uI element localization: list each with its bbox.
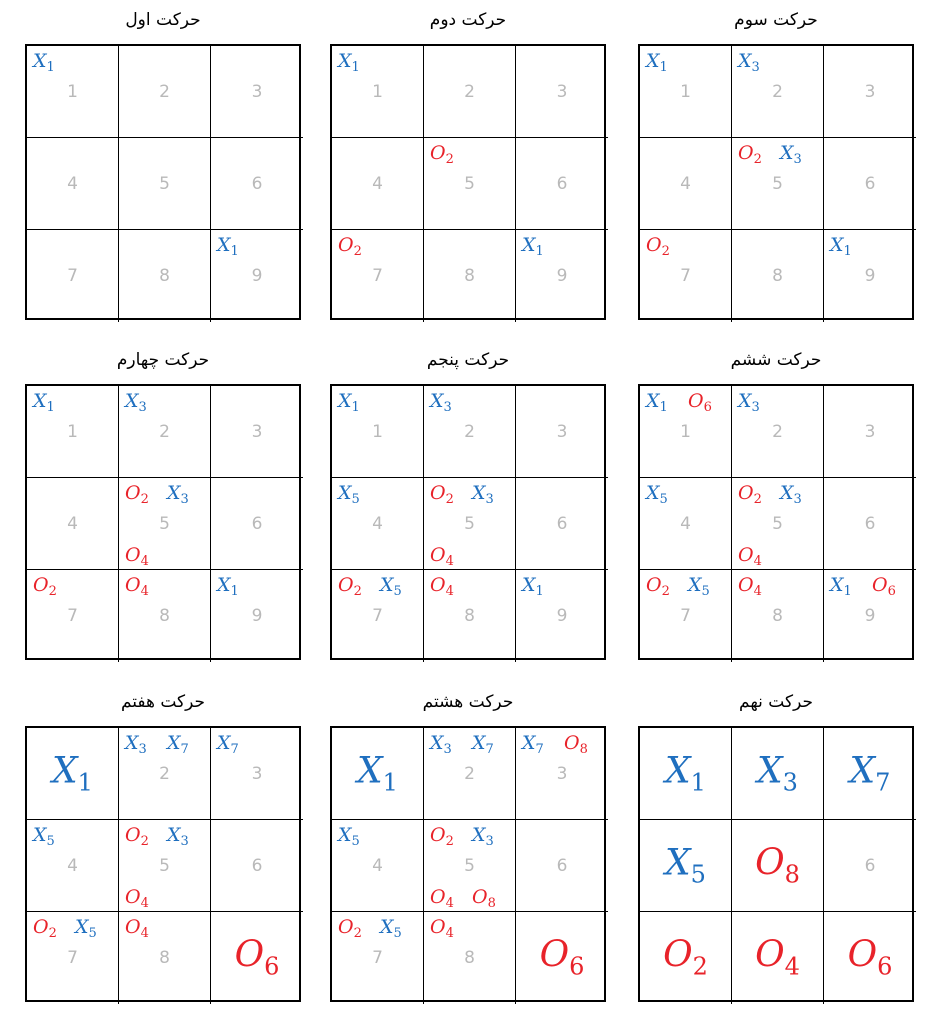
grid-cell-6 bbox=[211, 138, 303, 230]
cell-number: 7 bbox=[67, 948, 78, 968]
x-mark-1: $X_1$ bbox=[33, 50, 55, 75]
grid-cell-2 bbox=[424, 386, 516, 478]
cell-number: 3 bbox=[251, 421, 263, 442]
cell-number: 2 bbox=[772, 421, 783, 442]
o-mark-6: $O_6$ bbox=[872, 574, 896, 599]
x-mark-3: $X_3$ bbox=[780, 142, 802, 167]
o-mark-6: $O_6$ bbox=[539, 934, 585, 981]
grid-cell-7 bbox=[332, 570, 424, 662]
move-panel-6 bbox=[638, 350, 914, 654]
o-mark-2: $O_2$ bbox=[33, 916, 57, 941]
grid-cell-2 bbox=[732, 46, 824, 138]
panel-title: حرکت پنجم bbox=[426, 350, 510, 370]
grid-cell-3 bbox=[824, 46, 916, 138]
cell-number: 4 bbox=[67, 513, 78, 534]
grid-cell-7 bbox=[27, 912, 119, 1004]
o-mark-8: $O_8$ bbox=[564, 732, 588, 757]
grid-cell-1 bbox=[27, 46, 119, 138]
grid-cell-7 bbox=[332, 912, 424, 1004]
move-panel-9 bbox=[638, 692, 914, 996]
cell-number: 9 bbox=[864, 606, 876, 626]
grid-cell-3 bbox=[211, 386, 303, 478]
o-mark-2: $O_2$ bbox=[738, 482, 762, 507]
tic-tac-toe-grid bbox=[638, 726, 914, 1002]
grid-cell-8 bbox=[732, 912, 824, 1004]
tic-tac-toe-grid bbox=[25, 44, 301, 320]
o-mark-4: $O_4$ bbox=[125, 544, 149, 569]
grid-cell-5 bbox=[119, 478, 211, 570]
x-mark-3: $X_3$ bbox=[125, 390, 147, 415]
cell-number: 7 bbox=[680, 266, 691, 286]
tic-tac-toe-grid bbox=[330, 44, 606, 320]
cell-number: 1 bbox=[680, 81, 691, 102]
grid-cell-9 bbox=[824, 570, 916, 662]
grid-cell-8 bbox=[119, 570, 211, 662]
o-mark-6: $O_6$ bbox=[234, 934, 280, 981]
x-mark-1: $X_1$ bbox=[33, 390, 55, 415]
grid-cell-2 bbox=[732, 728, 824, 820]
cell-number: 8 bbox=[464, 266, 475, 286]
o-mark-4: $O_4$ bbox=[125, 886, 149, 911]
o-mark-4: $O_4$ bbox=[430, 916, 454, 941]
move-panel-4 bbox=[25, 350, 301, 654]
grid-cell-1 bbox=[640, 46, 732, 138]
x-mark-3: $X_3$ bbox=[738, 390, 760, 415]
cell-number: 3 bbox=[864, 421, 876, 442]
x-mark-1: $X_1$ bbox=[522, 234, 544, 259]
move-panel-7 bbox=[25, 692, 301, 996]
grid-cell-9 bbox=[516, 912, 608, 1004]
x-mark-7: $X_7$ bbox=[217, 732, 239, 757]
o-mark-2: $O_2$ bbox=[338, 574, 362, 599]
o-mark-2: $O_2$ bbox=[430, 482, 454, 507]
cell-number: 4 bbox=[372, 173, 383, 194]
o-mark-2: $O_2$ bbox=[646, 234, 670, 259]
grid-cell-3 bbox=[516, 46, 608, 138]
grid-cell-7 bbox=[332, 230, 424, 322]
grid-cell-5 bbox=[119, 138, 211, 230]
x-mark-1: $X_1$ bbox=[646, 50, 668, 75]
o-mark-8: $O_8$ bbox=[755, 842, 800, 888]
move-panel-2 bbox=[330, 10, 606, 314]
grid-cell-5 bbox=[732, 478, 824, 570]
cell-number: 5 bbox=[772, 513, 783, 534]
x-mark-1: $X_1$ bbox=[217, 574, 239, 599]
cell-number: 5 bbox=[159, 173, 170, 194]
grid-cell-9 bbox=[824, 230, 916, 322]
grid-cell-5 bbox=[732, 138, 824, 230]
cell-number: 4 bbox=[680, 513, 691, 534]
cell-number: 3 bbox=[251, 81, 263, 102]
grid-cell-1 bbox=[332, 728, 424, 820]
o-mark-2: $O_2$ bbox=[125, 482, 149, 507]
cell-number: 9 bbox=[556, 266, 568, 286]
x-mark-1: $X_1$ bbox=[338, 390, 360, 415]
o-mark-4: $O_4$ bbox=[738, 544, 762, 569]
grid-cell-4 bbox=[332, 478, 424, 570]
cell-number: 8 bbox=[159, 266, 170, 286]
x-mark-1: $X_1$ bbox=[357, 750, 398, 796]
cell-number: 3 bbox=[556, 81, 568, 102]
o-mark-8: $O_8$ bbox=[472, 886, 496, 911]
cell-number: 2 bbox=[464, 763, 475, 784]
grid-cell-8 bbox=[119, 912, 211, 1004]
grid-cell-4 bbox=[332, 138, 424, 230]
cell-number: 4 bbox=[372, 513, 383, 534]
grid-cell-6 bbox=[211, 820, 303, 912]
grid-cell-9 bbox=[211, 912, 303, 1004]
grid-cell-5 bbox=[119, 820, 211, 912]
x-mark-5: $X_5$ bbox=[665, 842, 706, 888]
panel-title: حرکت هفتم bbox=[120, 692, 206, 712]
o-mark-2: $O_2$ bbox=[338, 916, 362, 941]
o-mark-4: $O_4$ bbox=[430, 544, 454, 569]
cell-number: 5 bbox=[772, 173, 783, 194]
grid-cell-3 bbox=[824, 386, 916, 478]
cell-number: 3 bbox=[864, 81, 876, 102]
grid-cell-4 bbox=[640, 478, 732, 570]
cell-number: 1 bbox=[680, 421, 691, 442]
grid-cell-8 bbox=[732, 230, 824, 322]
o-mark-4: $O_4$ bbox=[738, 574, 762, 599]
cell-number: 2 bbox=[772, 81, 783, 102]
x-mark-5: $X_5$ bbox=[75, 916, 97, 941]
x-mark-5: $X_5$ bbox=[646, 482, 668, 507]
cell-number: 6 bbox=[864, 513, 876, 534]
move-panel-8 bbox=[330, 692, 606, 996]
grid-cell-1 bbox=[332, 46, 424, 138]
o-mark-4: $O_4$ bbox=[430, 574, 454, 599]
x-mark-7: $X_7$ bbox=[472, 732, 494, 757]
grid-cell-8 bbox=[732, 570, 824, 662]
grid-cell-4 bbox=[27, 138, 119, 230]
grid-cell-4 bbox=[640, 138, 732, 230]
grid-cell-9 bbox=[516, 570, 608, 662]
cell-number: 7 bbox=[372, 606, 383, 626]
cell-number: 7 bbox=[372, 266, 383, 286]
cell-number: 9 bbox=[864, 266, 876, 286]
cell-number: 8 bbox=[464, 948, 475, 968]
cell-number: 7 bbox=[372, 948, 383, 968]
o-mark-4: $O_4$ bbox=[430, 886, 454, 911]
cell-number: 5 bbox=[159, 855, 170, 876]
grid-cell-1 bbox=[640, 386, 732, 478]
o-mark-2: $O_2$ bbox=[33, 574, 57, 599]
move-panel-1 bbox=[25, 10, 301, 314]
grid-cell-8 bbox=[424, 230, 516, 322]
tic-tac-toe-grid bbox=[638, 384, 914, 660]
x-mark-5: $X_5$ bbox=[688, 574, 710, 599]
grid-cell-6 bbox=[824, 820, 916, 912]
o-mark-6: $O_6$ bbox=[688, 390, 712, 415]
o-mark-2: $O_2$ bbox=[430, 824, 454, 849]
grid-cell-4 bbox=[27, 820, 119, 912]
grid-cell-7 bbox=[640, 570, 732, 662]
x-mark-3: $X_3$ bbox=[738, 50, 760, 75]
x-mark-3: $X_3$ bbox=[472, 824, 494, 849]
o-mark-2: $O_2$ bbox=[125, 824, 149, 849]
x-mark-5: $X_5$ bbox=[338, 824, 360, 849]
cell-number: 8 bbox=[772, 266, 783, 286]
x-mark-1: $X_1$ bbox=[522, 574, 544, 599]
grid-cell-4 bbox=[640, 820, 732, 912]
cell-number: 1 bbox=[67, 421, 78, 442]
grid-cell-8 bbox=[119, 230, 211, 322]
grid-cell-1 bbox=[27, 386, 119, 478]
grid-cell-4 bbox=[332, 820, 424, 912]
x-mark-3: $X_3$ bbox=[472, 482, 494, 507]
x-mark-5: $X_5$ bbox=[380, 574, 402, 599]
cell-number: 7 bbox=[680, 606, 691, 626]
grid-cell-9 bbox=[824, 912, 916, 1004]
tic-tac-toe-grid bbox=[25, 726, 301, 1002]
cell-number: 2 bbox=[464, 421, 475, 442]
x-mark-7: $X_7$ bbox=[167, 732, 189, 757]
x-mark-3: $X_3$ bbox=[167, 824, 189, 849]
cell-number: 2 bbox=[464, 81, 475, 102]
cell-number: 7 bbox=[67, 606, 78, 626]
grid-cell-6 bbox=[516, 138, 608, 230]
x-mark-1: $X_1$ bbox=[646, 390, 668, 415]
grid-cell-7 bbox=[27, 230, 119, 322]
grid-cell-9 bbox=[211, 230, 303, 322]
cell-number: 5 bbox=[464, 513, 475, 534]
move-panel-3 bbox=[638, 10, 914, 314]
o-mark-2: $O_2$ bbox=[663, 934, 708, 981]
grid-cell-3 bbox=[824, 728, 916, 820]
o-mark-2: $O_2$ bbox=[738, 142, 762, 167]
panel-title: حرکت اول bbox=[125, 10, 201, 30]
x-mark-1: $X_1$ bbox=[52, 750, 93, 796]
cell-number: 4 bbox=[372, 855, 383, 876]
grid-cell-3 bbox=[211, 46, 303, 138]
cell-number: 8 bbox=[159, 606, 170, 626]
x-mark-5: $X_5$ bbox=[33, 824, 55, 849]
o-mark-4: $O_4$ bbox=[125, 916, 149, 941]
grid-cell-6 bbox=[211, 478, 303, 570]
tic-tac-toe-grid bbox=[25, 384, 301, 660]
cell-number: 3 bbox=[556, 421, 568, 442]
grid-cell-2 bbox=[119, 728, 211, 820]
cell-number: 4 bbox=[67, 173, 78, 194]
cell-number: 5 bbox=[159, 513, 170, 534]
panel-title: حرکت چهارم bbox=[116, 350, 210, 370]
grid-cell-8 bbox=[424, 570, 516, 662]
grid-cell-5 bbox=[424, 820, 516, 912]
move-panel-5 bbox=[330, 350, 606, 654]
cell-number: 4 bbox=[67, 855, 78, 876]
grid-cell-2 bbox=[732, 386, 824, 478]
x-mark-1: $X_1$ bbox=[830, 574, 852, 599]
panel-title: حرکت سوم bbox=[734, 10, 818, 30]
cell-number: 8 bbox=[464, 606, 475, 626]
panel-title: حرکت ششم bbox=[730, 350, 822, 370]
cell-number: 6 bbox=[556, 513, 568, 534]
tic-tac-toe-grid bbox=[638, 44, 914, 320]
cell-number: 2 bbox=[159, 81, 170, 102]
tic-tac-toe-grid bbox=[330, 726, 606, 1002]
grid-cell-3 bbox=[516, 386, 608, 478]
x-mark-7: $X_7$ bbox=[522, 732, 544, 757]
cell-number: 5 bbox=[464, 173, 475, 194]
cell-number: 3 bbox=[251, 763, 263, 784]
x-mark-3: $X_3$ bbox=[757, 750, 798, 796]
grid-cell-5 bbox=[424, 478, 516, 570]
panel-title: حرکت دوم bbox=[429, 10, 507, 30]
o-mark-4: $O_4$ bbox=[755, 934, 800, 981]
o-mark-2: $O_2$ bbox=[338, 234, 362, 259]
panel-title: حرکت هشتم bbox=[422, 692, 514, 712]
cell-number: 6 bbox=[864, 173, 876, 194]
grid-cell-7 bbox=[27, 570, 119, 662]
x-mark-1: $X_1$ bbox=[665, 750, 706, 796]
cell-number: 1 bbox=[372, 81, 383, 102]
cell-number: 6 bbox=[556, 855, 568, 876]
cell-number: 1 bbox=[67, 81, 78, 102]
grid-cell-1 bbox=[332, 386, 424, 478]
grid-cell-9 bbox=[211, 570, 303, 662]
grid-cell-5 bbox=[424, 138, 516, 230]
x-mark-1: $X_1$ bbox=[217, 234, 239, 259]
o-mark-2: $O_2$ bbox=[646, 574, 670, 599]
o-mark-2: $O_2$ bbox=[430, 142, 454, 167]
cell-number: 5 bbox=[464, 855, 475, 876]
grid-cell-5 bbox=[732, 820, 824, 912]
x-mark-5: $X_5$ bbox=[338, 482, 360, 507]
grid-cell-3 bbox=[211, 728, 303, 820]
cell-number: 6 bbox=[251, 513, 263, 534]
cell-number: 3 bbox=[556, 763, 568, 784]
cell-number: 6 bbox=[864, 855, 876, 876]
grid-cell-1 bbox=[27, 728, 119, 820]
grid-cell-1 bbox=[640, 728, 732, 820]
cell-number: 2 bbox=[159, 763, 170, 784]
x-mark-7: $X_7$ bbox=[849, 750, 891, 796]
grid-cell-6 bbox=[824, 478, 916, 570]
cell-number: 9 bbox=[251, 606, 263, 626]
cell-number: 9 bbox=[556, 606, 568, 626]
cell-number: 7 bbox=[67, 266, 78, 286]
grid-cell-8 bbox=[424, 912, 516, 1004]
cell-number: 8 bbox=[772, 606, 783, 626]
x-mark-5: $X_5$ bbox=[380, 916, 402, 941]
panel-title: حرکت نهم bbox=[739, 692, 813, 712]
cell-number: 9 bbox=[251, 266, 263, 286]
grid-cell-7 bbox=[640, 230, 732, 322]
grid-cell-6 bbox=[516, 478, 608, 570]
x-mark-3: $X_3$ bbox=[430, 732, 452, 757]
cell-number: 2 bbox=[159, 421, 170, 442]
x-mark-3: $X_3$ bbox=[125, 732, 147, 757]
cell-number: 8 bbox=[159, 948, 170, 968]
x-mark-3: $X_3$ bbox=[780, 482, 802, 507]
o-mark-4: $O_4$ bbox=[125, 574, 149, 599]
cell-number: 6 bbox=[251, 173, 263, 194]
cell-number: 6 bbox=[251, 855, 263, 876]
cell-number: 4 bbox=[680, 173, 691, 194]
grid-cell-7 bbox=[640, 912, 732, 1004]
grid-cell-3 bbox=[516, 728, 608, 820]
grid-cell-2 bbox=[424, 728, 516, 820]
x-mark-3: $X_3$ bbox=[430, 390, 452, 415]
grid-cell-6 bbox=[824, 138, 916, 230]
x-mark-1: $X_1$ bbox=[830, 234, 852, 259]
tic-tac-toe-grid bbox=[330, 384, 606, 660]
grid-cell-6 bbox=[516, 820, 608, 912]
cell-number: 6 bbox=[556, 173, 568, 194]
x-mark-3: $X_3$ bbox=[167, 482, 189, 507]
grid-cell-9 bbox=[516, 230, 608, 322]
x-mark-1: $X_1$ bbox=[338, 50, 360, 75]
grid-cell-4 bbox=[27, 478, 119, 570]
grid-cell-2 bbox=[424, 46, 516, 138]
grid-cell-2 bbox=[119, 386, 211, 478]
cell-number: 1 bbox=[372, 421, 383, 442]
o-mark-6: $O_6$ bbox=[847, 934, 893, 981]
grid-cell-2 bbox=[119, 46, 211, 138]
